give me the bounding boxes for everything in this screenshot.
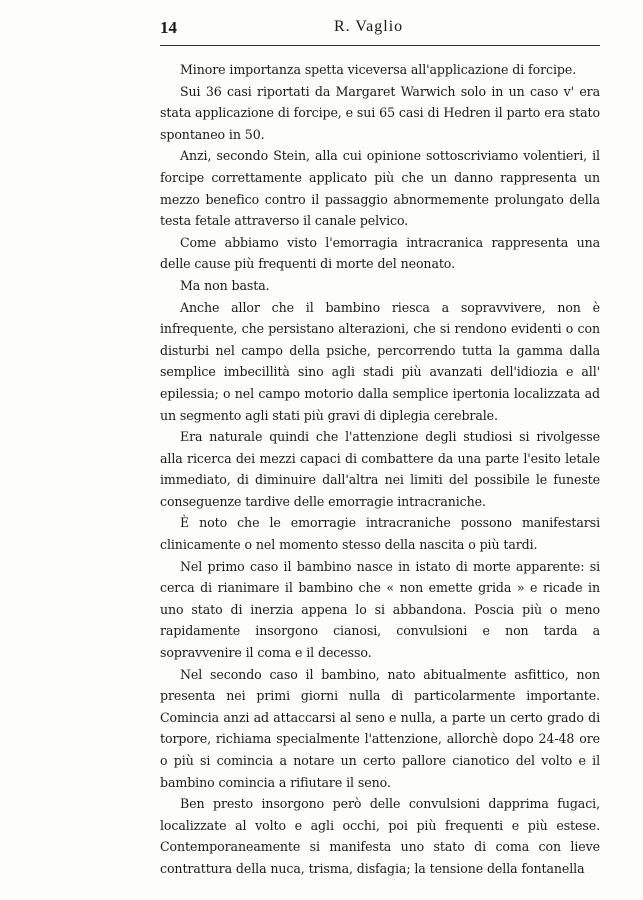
paragraph: Nel primo caso il bambino nasce in istato di morte apparente: si cerca di rianimare il bambino che « non emette grida » e ricade in uno stato di inerzia appena lo si abbandona. Poscia più o meno rapidamente insorgono cianosi, convulsioni e non tarda a sopravvenire il coma e il decesso. bbox=[160, 558, 600, 661]
header-rule bbox=[160, 45, 600, 46]
paragraph: Nel secondo caso il bambino, nato abitualmente asfittico, non presenta nei primi giorni nulla di particolarmente importante. Comincia anzi ad attaccarsi al seno e nulla, a parte un certo grado di torpore, richiama specialmente l'attenzione, allorchè dopo 24-48 ore o più si comincia a notare un certo pallore cianotico del volto e il bambino comincia a rifiutare il seno. bbox=[160, 666, 600, 790]
page-number: 14 bbox=[160, 18, 177, 37]
paragraph: Ma non basta. bbox=[180, 277, 270, 293]
page-header bbox=[160, 18, 600, 40]
paragraph: Ben presto insorgono però delle convulsioni dapprima fugaci, localizzate al volto e agli occhi, poi più frequenti e più estese. Contemporaneamente si manifesta uno stato di coma con lieve contrattura della nuca, trisma, disfagia; la tensione della fontanella bbox=[160, 796, 600, 876]
paragraph: Anzi, secondo Stein, alla cui opinione sottoscriviamo volentieri, il forcipe correttamente applicato più che un danno rappresenta un mezzo benefico contro il passaggio abnormemente prolungato della testa fetale attraverso il canale pelvico. bbox=[160, 148, 600, 229]
paragraph: Minore importanza spetta viceversa all'applicazione di forcipe. bbox=[180, 62, 577, 77]
paragraph: Come abbiamo visto l'emorragia intracranica rappresenta una delle cause più frequenti di morte del neonato. bbox=[160, 234, 600, 272]
paragraph: Sui 36 casi riportati da Margaret Warwich solo in un caso v' era stata applicazione di forcipe, e sui 65 casi di Hedren il parto era stato spontaneo in 50. bbox=[160, 83, 600, 142]
paragraph: Era naturale quindi che l'attenzione degli studiosi si rivolgesse alla ricerca dei mezzi capaci di combattere da una parte l'esito letale immediato, di diminuire dall'altra nei limiti del possibile le funeste conseguenze tardive delle emorragie intracraniche. bbox=[160, 429, 600, 509]
paragraph: È noto che le emorragie intracraniche possono manifestarsi clinicamente o nel momento stesso della nascita o più tardi. bbox=[160, 515, 600, 553]
paragraph: Anche allor che il bambino riesca a sopravvivere, non è infrequente, che persistano alterazioni, che si rendono evidenti o con disturbi nel campo della psiche, percorrendo tutta la gamma dalla semplice imbecillità sino agli stadi più avanzati dell'idiozia e all' epilessia; o nel campo motorio dalla semplice ipertonia localizzata ad un segmento agli stati più gravi di diplegia cerebrale. bbox=[160, 299, 600, 423]
running-head: R. Vaglio bbox=[334, 18, 404, 35]
page-body bbox=[160, 59, 600, 880]
